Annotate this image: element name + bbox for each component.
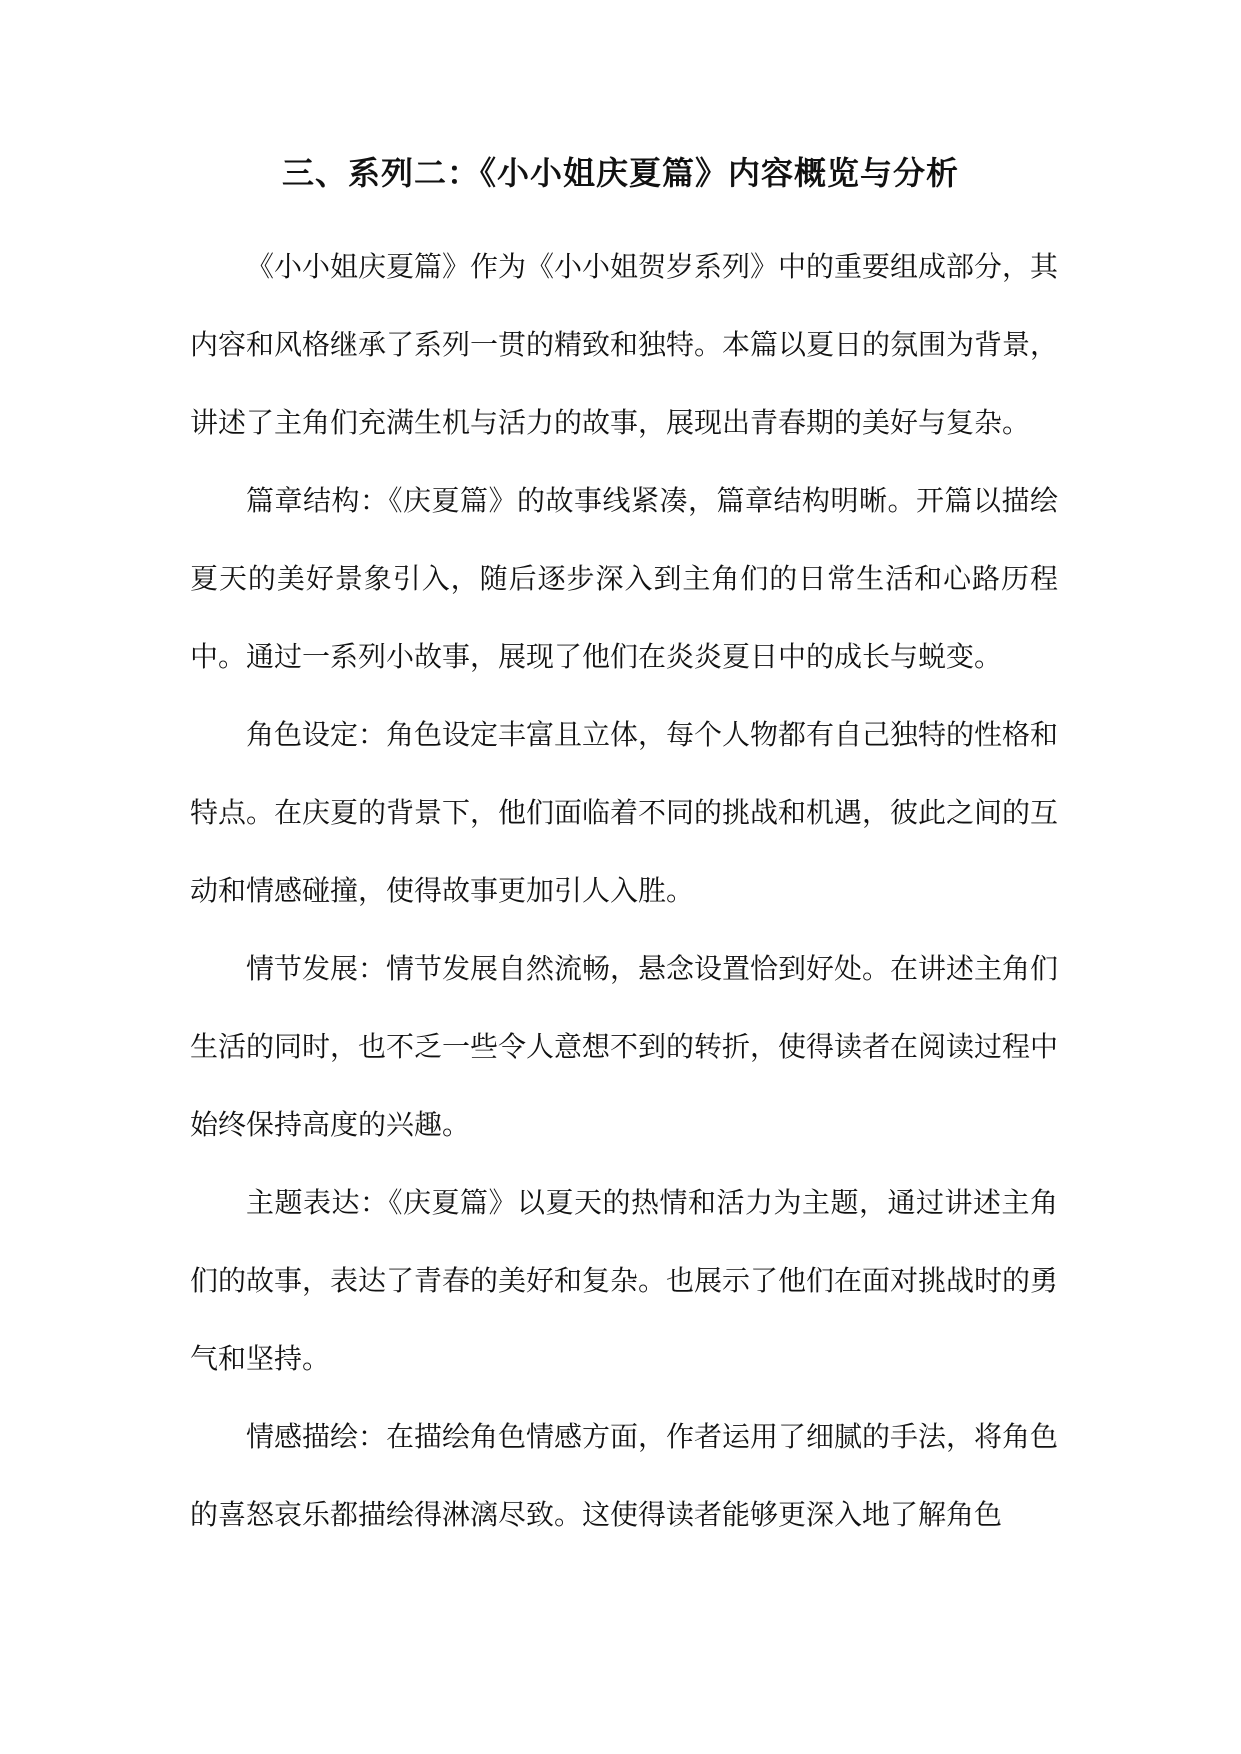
paragraph-characters: 角色设定：角色设定丰富且立体，每个人物都有自己独特的性格和特点。在庆夏的背景下，他们面临着不同的挑战和机遇，彼此之间的互动和情感碰撞，使得故事更加引人入胜。 <box>190 718 1059 907</box>
paragraph-structure: 篇章结构：《庆夏篇》的故事线紧凑，篇章结构明晰。开篇以描绘夏天的美好景象引入，随后逐步深入到主角们的日常生活和心路历程中。通过一系列小故事，展现了他们在炎炎夏日中的成长与蜕变。 <box>190 484 1058 673</box>
paragraph-emotion: 情感描绘：在描绘角色情感方面，作者运用了细腻的手法，将角色的喜怒哀乐都描绘得淋漓尽致。这使得读者能够更深入地了解角色 <box>190 1420 1059 1531</box>
paragraph-theme: 主题表达：《庆夏篇》以夏天的热情和活力为主题，通过讲述主角们的故事，表达了青春的美好和复杂。也展示了他们在面对挑战时的勇气和坚持。 <box>190 1186 1059 1375</box>
paragraph-intro: 《小小姐庆夏篇》作为《小小姐贺岁系列》中的重要组成部分，其内容和风格继承了系列一贯的精致和独特。本篇以夏日的氛围为背景，讲述了主角们充满生机与活力的故事，展现出青春期的美好与复杂。 <box>190 250 1059 439</box>
paragraph-plot: 情节发展：情节发展自然流畅，悬念设置恰到好处。在讲述主角们生活的同时，也不乏一些令人意想不到的转折，使得读者在阅读过程中始终保持高度的兴趣。 <box>190 952 1059 1141</box>
section-heading: 三、系列二：《小小姐庆夏篇》内容概览与分析 <box>281 154 959 192</box>
body-text <box>190 228 1058 1554</box>
